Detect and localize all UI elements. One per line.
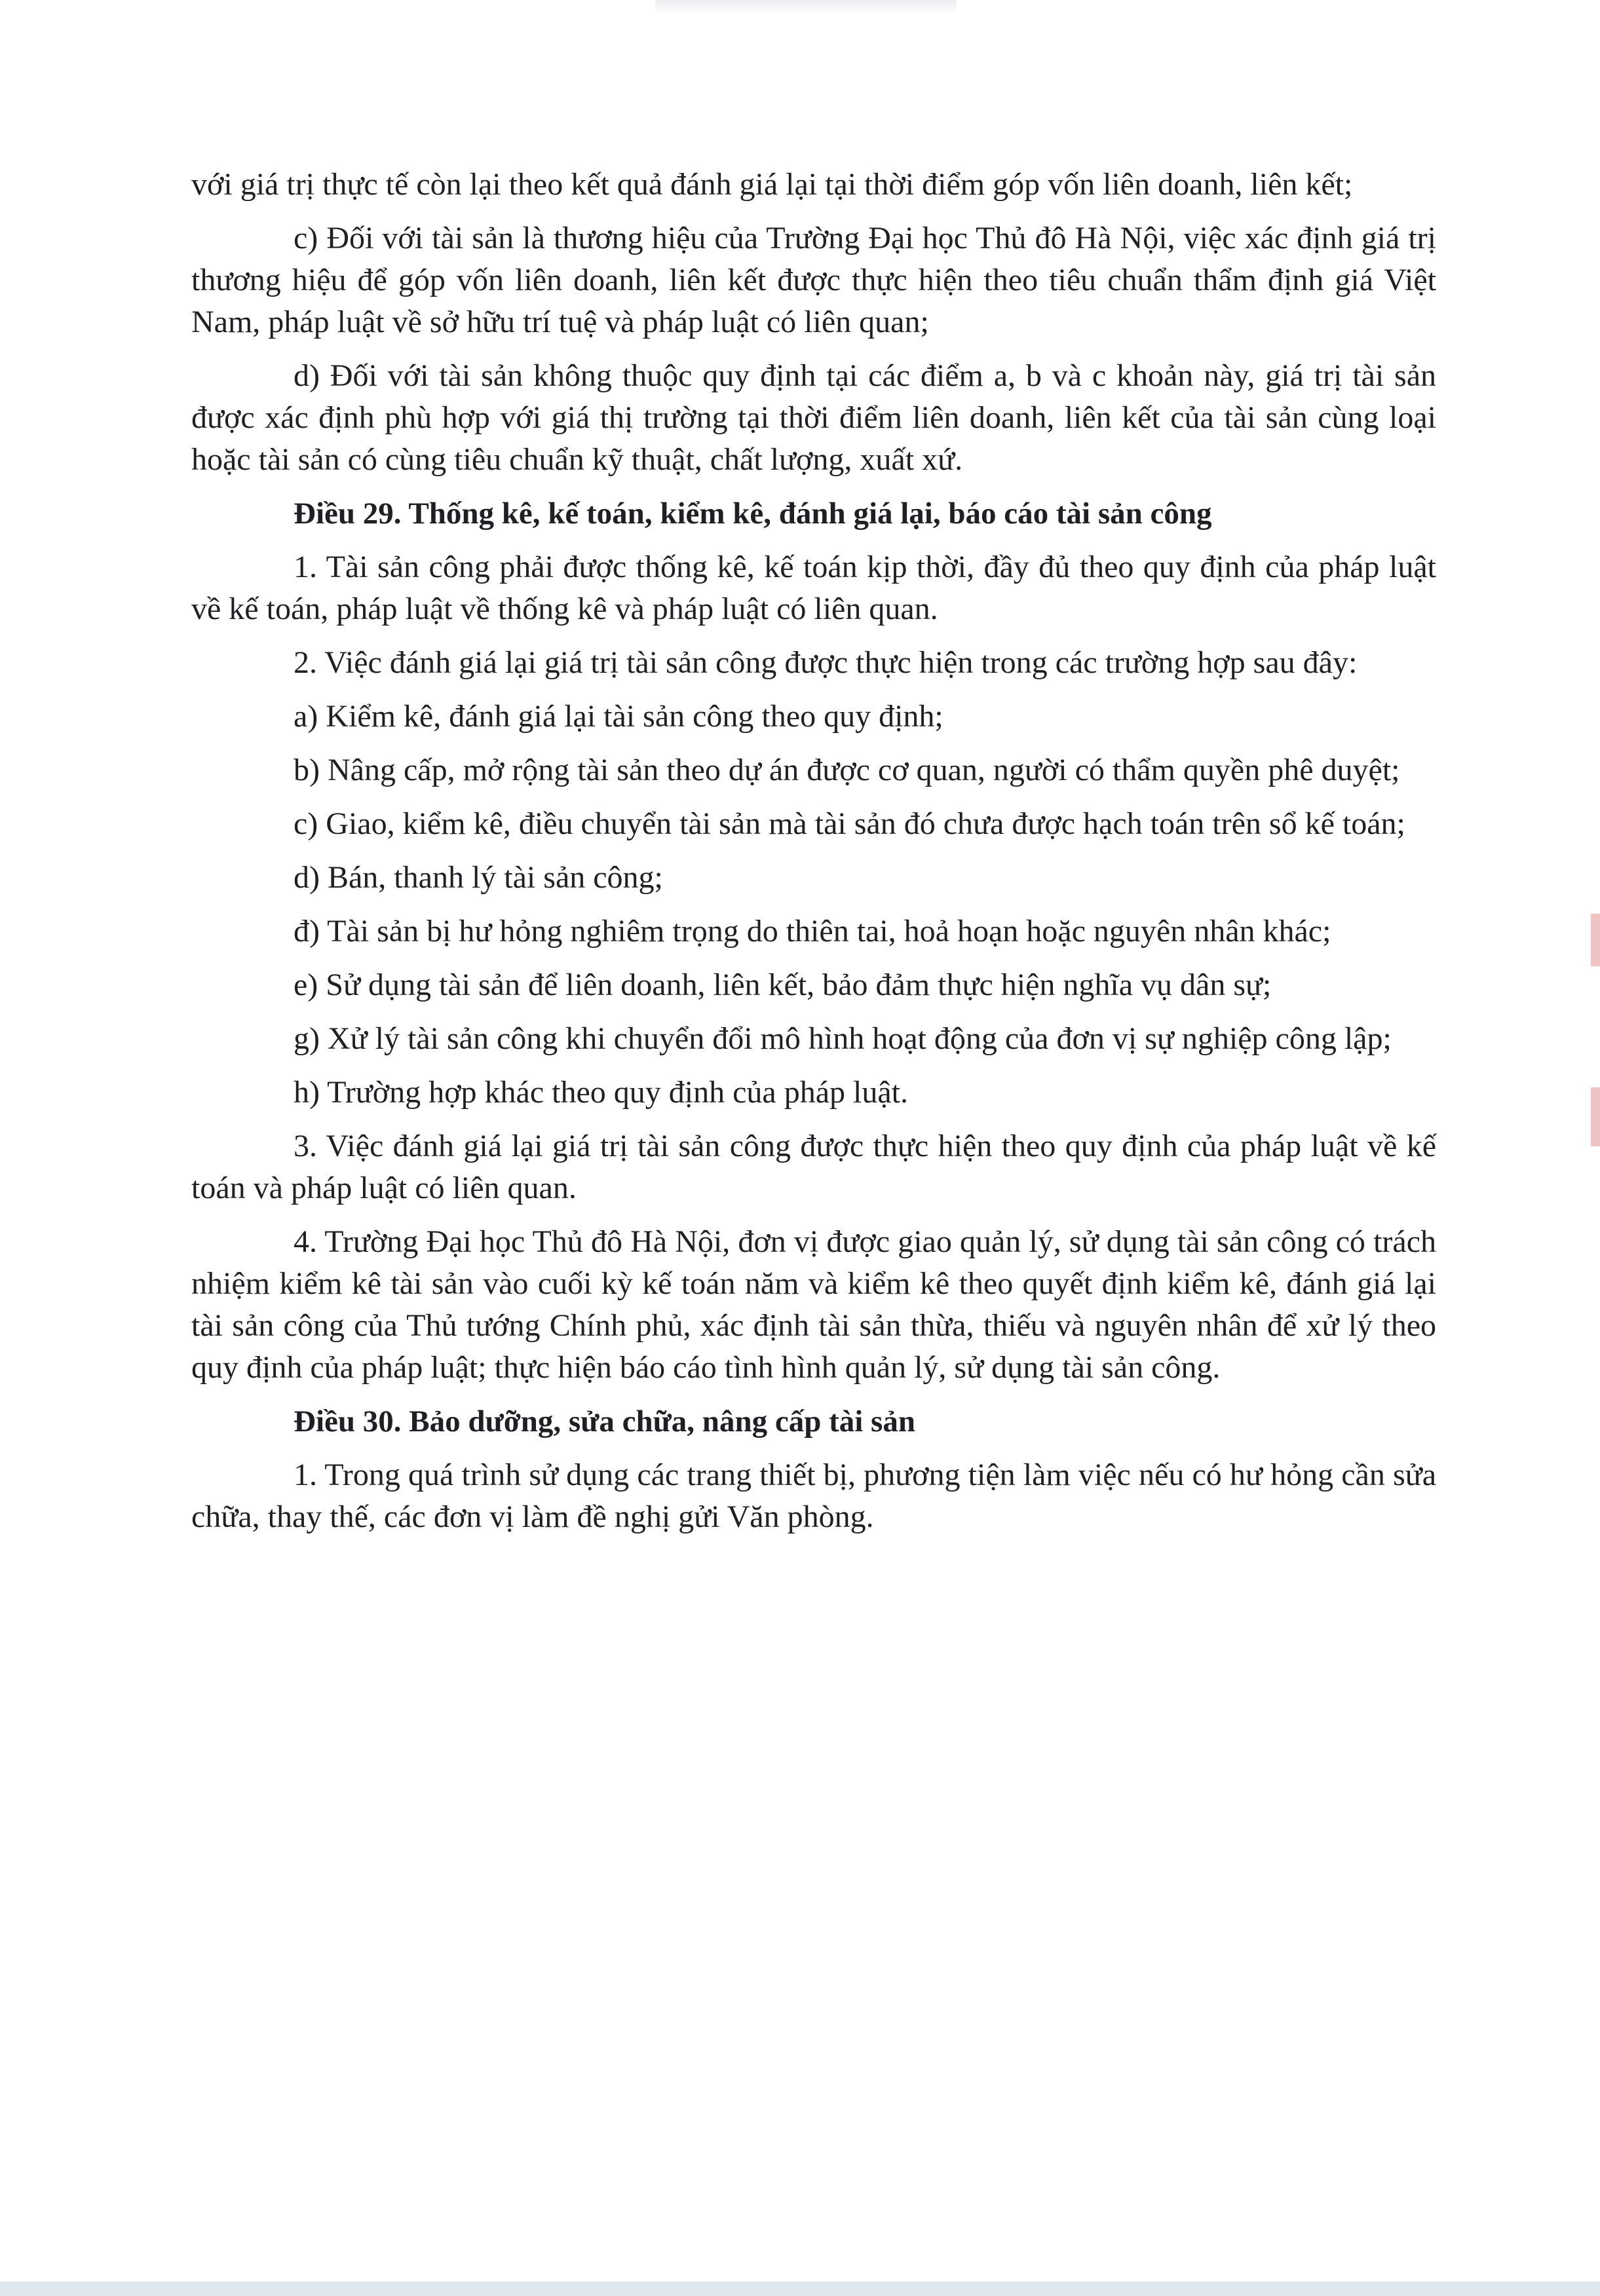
article-29-point-a: a) Kiểm kê, đánh giá lại tài sản công theo quy định; <box>294 699 943 734</box>
margin-mark <box>1591 1087 1600 1146</box>
article-30-clause-1: 1. Trong quá trình sử dụng các trang thiết bị, phương tiện làm việc nếu có hư hỏng cần sửa chữa, thay thế, các đơn vị làm đề nghị gửi Văn phòng. <box>191 1458 1436 1534</box>
article-29-clause-2: 2. Việc đánh giá lại giá trị tài sản công được thực hiện trong các trường hợp sau đây: <box>294 645 1358 680</box>
scan-artifact-top <box>655 0 957 14</box>
article-29-heading: Điều 29. Thống kê, kế toán, kiểm kê, đánh giá lại, báo cáo tài sản công <box>294 497 1212 531</box>
article-29-clause-1: 1. Tài sản công phải được thống kê, kế toán kịp thời, đầy đủ theo quy định của pháp luật về kế toán, pháp luật về thống kê và pháp luật có liên quan. <box>191 550 1436 626</box>
article-29-point-g: g) Xử lý tài sản công khi chuyển đổi mô hình hoạt động của đơn vị sự nghiệp công lập; <box>294 1021 1392 1056</box>
paragraph-continuation: với giá trị thực tế còn lại theo kết quả đánh giá lại tại thời điểm góp vốn liên doanh, liên kết; <box>191 167 1353 202</box>
document-body <box>191 164 1436 1550</box>
article-29-point-dd: đ) Tài sản bị hư hỏng nghiêm trọng do thiên tai, hoả hoạn hoặc nguyên nhân khác; <box>294 914 1331 949</box>
article-30-heading: Điều 30. Bảo dưỡng, sửa chữa, nâng cấp tài sản <box>294 1404 915 1439</box>
scan-edge-bottom <box>0 2282 1600 2296</box>
paragraph-point-d-other-assets: d) Đối với tài sản không thuộc quy định tại các điểm a, b và c khoản này, giá trị tài sản được xác định phù hợp với giá thị trường tại thời điểm liên doanh, liên kết của tài sản cùng loại hoặc tài sản có cùng tiêu chuẩn kỹ thuật, chất lượng, xuất xứ. <box>191 358 1436 477</box>
article-29-clause-4: 4. Trường Đại học Thủ đô Hà Nội, đơn vị được giao quản lý, sử dụng tài sản công có trách nhiệm kiểm kê tài sản vào cuối kỳ kế toán năm và kiểm kê theo quyết định kiểm kê, đánh giá lại tài sản công của Thủ tướng Chính phủ, xác định tài sản thừa, thiếu và nguyên nhân để xử lý theo quy định của pháp luật; thực hiện báo cáo tình hình quản lý, sử dụng tài sản công. <box>191 1224 1436 1385</box>
margin-mark <box>1591 914 1600 966</box>
paragraph-point-c-brand: c) Đối với tài sản là thương hiệu của Trường Đại học Thủ đô Hà Nội, việc xác định giá trị thương hiệu để góp vốn liên doanh, liên kết được thực hiện theo tiêu chuẩn thẩm định giá Việt Nam, pháp luật về sở hữu trí tuệ và pháp luật có liên quan; <box>191 221 1436 339</box>
article-29-clause-3: 3. Việc đánh giá lại giá trị tài sản công được thực hiện theo quy định của pháp luật về kế toán và pháp luật có liên quan. <box>191 1129 1436 1205</box>
article-29-point-d: d) Bán, thanh lý tài sản công; <box>294 860 663 895</box>
article-29-point-h: h) Trường hợp khác theo quy định của pháp luật. <box>294 1075 908 1110</box>
article-29-point-b: b) Nâng cấp, mở rộng tài sản theo dự án được cơ quan, người có thẩm quyền phê duyệt; <box>294 753 1400 787</box>
article-29-point-c: c) Giao, kiểm kê, điều chuyển tài sản mà tài sản đó chưa được hạch toán trên sổ kế toán; <box>294 806 1405 841</box>
article-29-point-e: e) Sử dụng tài sản để liên doanh, liên kết, bảo đảm thực hiện nghĩa vụ dân sự; <box>294 968 1272 1002</box>
